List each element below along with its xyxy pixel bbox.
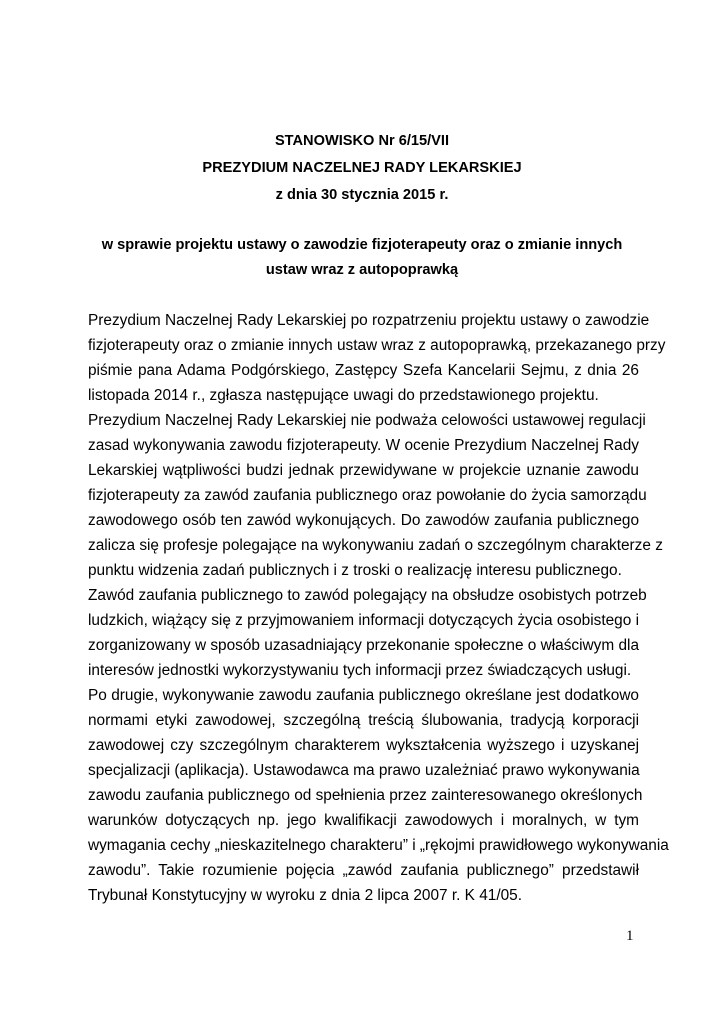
body-text-line: specjalizacji (aplikacja). Ustawodawca ma prawo uzależniać prawo wykonywania bbox=[88, 762, 640, 779]
document-title-line-1: STANOWISKO Nr 6/15/VII bbox=[274, 133, 450, 149]
body-text-line: normami etyki zawodowej, szczególną treścią ślubowania, tradycją korporacji bbox=[88, 712, 639, 729]
document-subject-line-2: ustaw wraz z autopoprawką bbox=[265, 262, 459, 278]
body-text-line: punktu widzenia zadań publicznych i z troski o realizację interesu publicznego. bbox=[88, 562, 622, 579]
body-text-line: zawodu”. Takie rozumienie pojęcia „zawód zaufania publicznego” przedstawił bbox=[88, 862, 639, 879]
body-text-line: Prezydium Naczelnej Rady Lekarskiej nie podważa celowości ustawowej regulacji bbox=[88, 412, 646, 429]
body-text-line: listopada 2014 r., zgłasza następujące uwagi do przedstawionego projektu. bbox=[88, 387, 599, 404]
body-text-line: Trybunał Konstytucyjny w wyroku z dnia 2 lipca 2007 r. K 41/05. bbox=[88, 887, 523, 904]
document-title-line-3: z dnia 30 stycznia 2015 r. bbox=[275, 187, 449, 203]
body-text-line: zawodowego osób ten zawód wykonujących. Do zawodów zaufania publicznego bbox=[88, 512, 639, 529]
body-text-line: zasad wykonywania zawodu fizjoterapeuty. W ocenie Prezydium Naczelnej Rady bbox=[88, 437, 639, 454]
page-number: 1 bbox=[626, 928, 634, 944]
body-text-line: zawodowej czy szczególnym charakterem wykształcenia wyższego i uzyskanej bbox=[88, 737, 639, 754]
body-text-line: fizjoterapeuty oraz o zmianie innych ustaw wraz z autopoprawką, przekazanego przy bbox=[88, 337, 666, 354]
body-text-line: piśmie pana Adama Podgórskiego, Zastępcy Szefa Kancelarii Sejmu, z dnia 26 bbox=[88, 362, 639, 379]
body-text-line: Prezydium Naczelnej Rady Lekarskiej po rozpatrzeniu projektu ustawy o zawodzie bbox=[88, 312, 650, 329]
body-text-line: warunków dotyczących np. jego kwalifikacji zawodowych i moralnych, w tym bbox=[88, 812, 639, 829]
body-text-line: wymagania cechy „nieskazitelnego charakteru” i „rękojmi prawidłowego wykonywania bbox=[88, 837, 669, 854]
body-text-line: zorganizowany w sposób uzasadniający przekonanie społeczne o właściwym dla bbox=[88, 637, 639, 654]
body-text-line: fizjoterapeuty za zawód zaufania publicznego oraz powołanie do życia samorządu bbox=[88, 487, 647, 504]
body-text-line: Zawód zaufania publicznego to zawód polegający na obsłudze osobistych potrzeb bbox=[88, 587, 647, 604]
body-text-line: Lekarskiej wątpliwości budzi jednak przewidywane w projekcie uznanie zawodu bbox=[88, 462, 639, 479]
document-subject-line-1: w sprawie projektu ustawy o zawodzie fizjoterapeuty oraz o zmianie innych bbox=[101, 237, 623, 253]
body-text-line: ludzkich, wiążący się z przyjmowaniem informacji dotyczących życia osobistego i bbox=[88, 612, 639, 629]
body-text-line: zawodu zaufania publicznego od spełnienia przez zainteresowanego określonych bbox=[88, 787, 643, 804]
body-text-line: interesów jednostki wykorzystywaniu tych informacji przez świadczących usługi. bbox=[88, 662, 632, 679]
body-text-line: zalicza się profesje polegające na wykonywaniu zadań o szczególnym charakterze z bbox=[88, 537, 663, 554]
document-title-line-2: PREZYDIUM NACZELNEJ RADY LEKARSKIEJ bbox=[202, 160, 522, 176]
body-text-line: Po drugie, wykonywanie zawodu zaufania publicznego określane jest dodatkowo bbox=[88, 687, 639, 704]
